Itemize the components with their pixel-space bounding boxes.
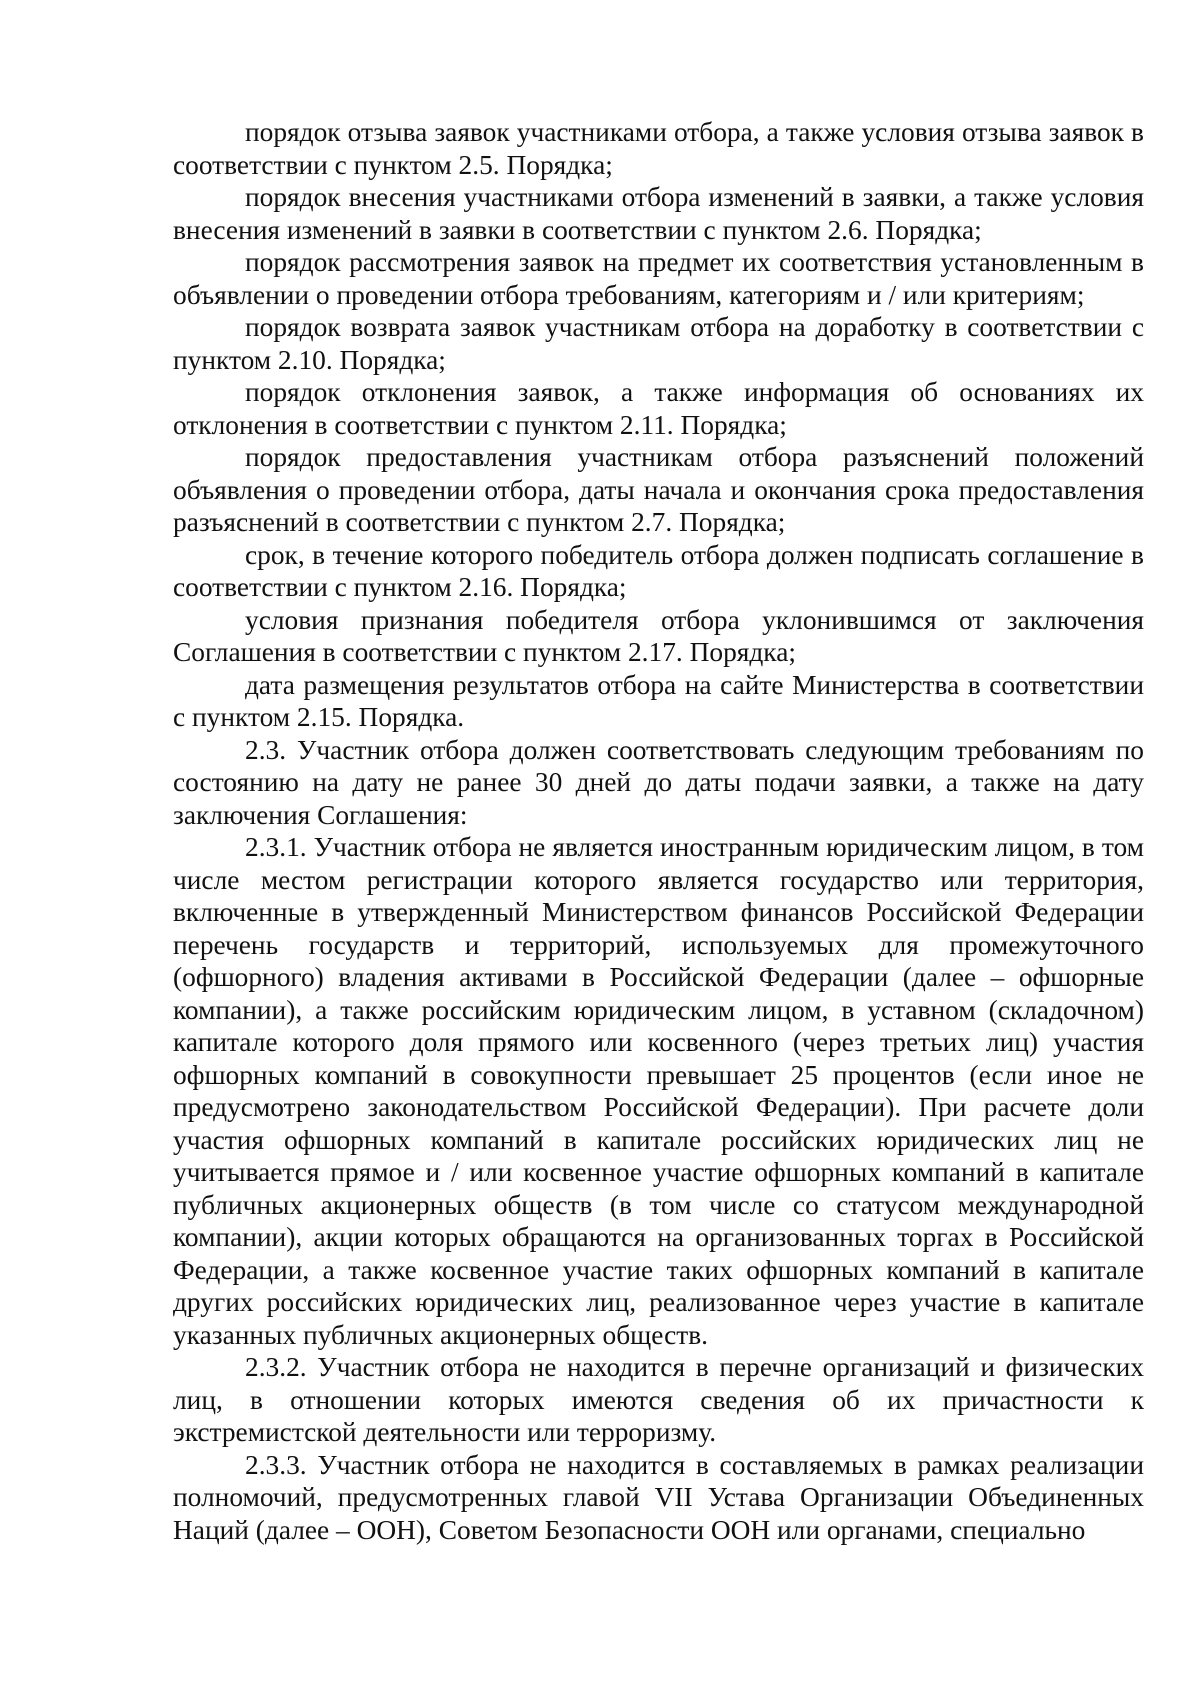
paragraph-signing-term: срок, в течение которого победитель отбора должен подписать соглашение в соответствии с пунктом 2.16. Порядка;	[173, 539, 1144, 602]
paragraph-rejection-procedure: порядок отклонения заявок, а также информация об основаниях их отклонения в соответствии с пунктом 2.11. Порядка;	[173, 377, 1144, 440]
paragraph-return-procedure: порядок возврата заявок участникам отбора на доработку в соответствии с пунктом 2.10. Порядка;	[173, 312, 1144, 375]
document-body	[173, 116, 1144, 1546]
paragraph-clarification-procedure: порядок предоставления участникам отбора разъяснений положений объявления о проведении отбора, даты начала и окончания срока предоставления разъяснений в соответствии с пунктом 2.7. Порядка;	[173, 442, 1144, 537]
paragraph-review-procedure: порядок рассмотрения заявок на предмет их соответствия установленным в объявлении о проведении отбора требованиям, категориям и / или критериям;	[173, 247, 1144, 310]
paragraph-2-3-3-un-lists: 2.3.3. Участник отбора не находится в составляемых в рамках реализации полномочий, предусмотренных главой VII Устава Организации Объединенных Наций (далее – ООН), Советом Безопасности ООН или органами, специально	[173, 1449, 1144, 1545]
paragraph-evasion-conditions: условия признания победителя отбора уклонившимся от заключения Соглашения в соответствии с пунктом 2.17. Порядка;	[173, 604, 1144, 667]
paragraph-2-3-2-extremism: 2.3.2. Участник отбора не находится в перечне организаций и физических лиц, в отношении которых имеются сведения об их причастности к экстремистской деятельности или терроризму.	[173, 1352, 1144, 1447]
paragraph-withdrawal-procedure: порядок отзыва заявок участниками отбора, а также условия отзыва заявок в соответствии с пунктом 2.5. Порядка;	[173, 117, 1144, 180]
paragraph-2-3-1-offshore: 2.3.1. Участник отбора не является иностранным юридическим лицом, в том числе местом регистрации которого является государство или территория, включенные в утвержденный Министерством финансов Российской Федерации перечень государств и территорий, используемых для промежуточного (офшорного) владения активами в Российской Федерации (далее – офшорные компании), а также российским юридическим лицом, в уставном (складочном) капитале которого доля прямого или косвенного (через третьих лиц) участия офшорных компаний в совокупности превышает 25 процентов (если иное не предусмотрено законодательством Российской Федерации). При расчете доли участия офшорных компаний в капитале российских юридических лиц не учитывается прямое и / или косвенное участие офшорных компаний в капитале публичных акционерных обществ (в том числе со статусом международной компании), акции которых обращаются на организованных торгах в Российской Федерации, а также косвенное участие таких офшорных компаний в капитале других российских юридических лиц, реализованное через участие в капитале указанных публичных акционерных обществ.	[173, 832, 1144, 1350]
paragraph-results-date: дата размещения результатов отбора на сайте Министерства в соответствии с пунктом 2.15. Порядка.	[173, 669, 1144, 732]
paragraph-amendment-procedure: порядок внесения участниками отбора изменений в заявки, а также условия внесения изменений в заявки в соответствии с пунктом 2.6. Порядка;	[173, 182, 1144, 245]
paragraph-2-3-requirements: 2.3. Участник отбора должен соответствовать следующим требованиям по состоянию на дату не ранее 30 дней до даты подачи заявки, а также на дату заключения Соглашения:	[173, 734, 1144, 830]
